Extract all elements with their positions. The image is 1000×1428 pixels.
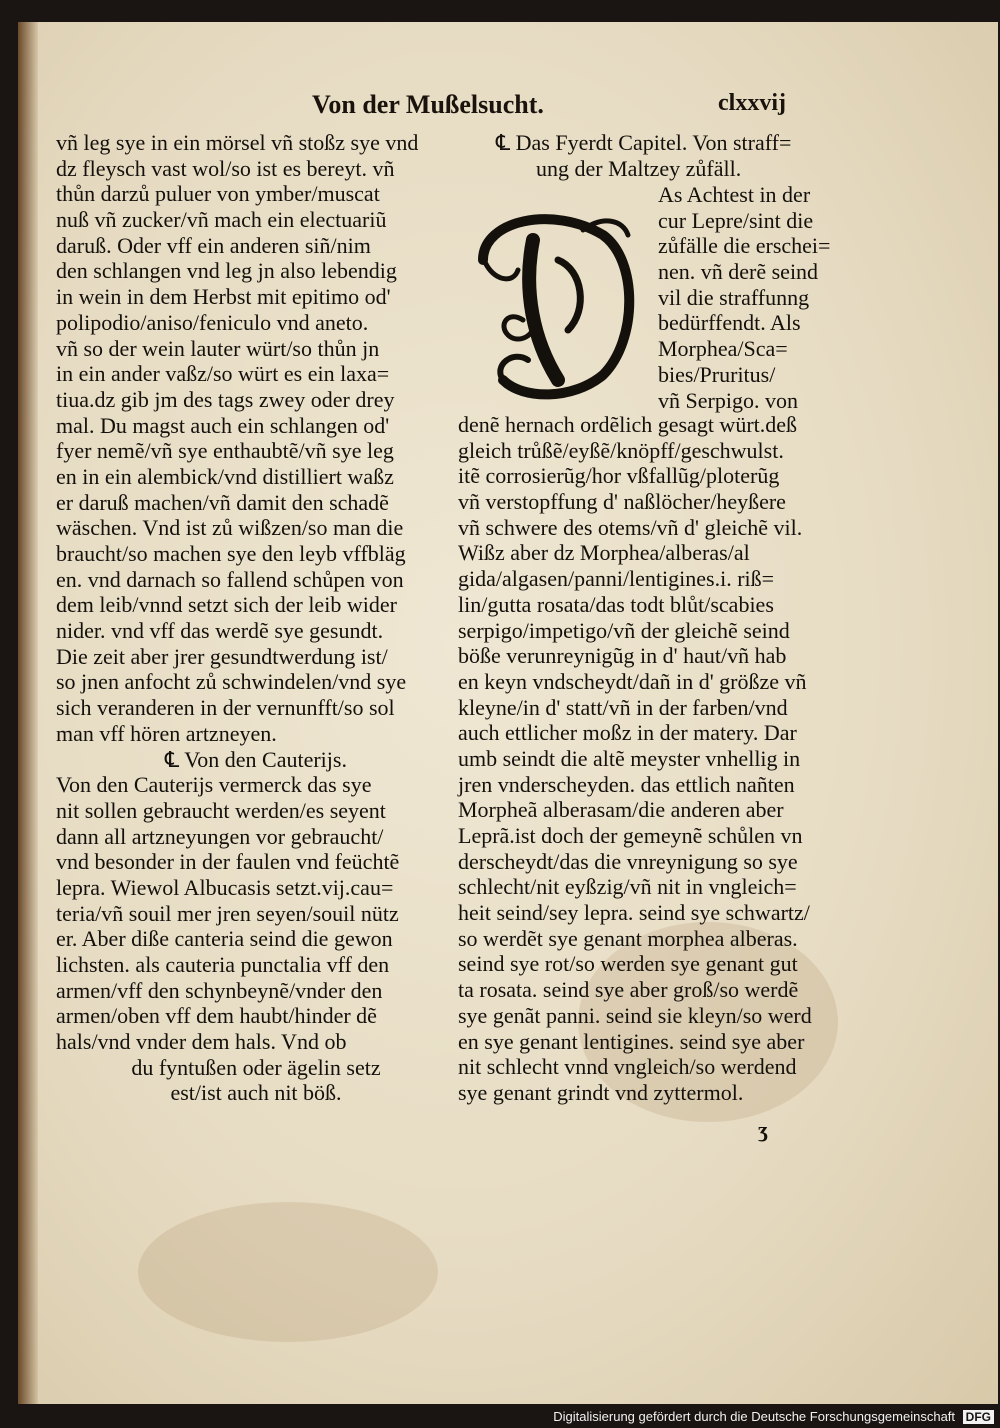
text-line: nen. vñ derẽ seind [658,259,819,285]
text-line: schlecht/nit eyßzig/vñ nit in vngleich= [458,874,797,900]
text-line: bedürffendt. Als [658,310,801,336]
text-line: cur Lepre/sint die [658,207,814,233]
text-line: böße verunreynigũg in d' haut/vñ hab [458,643,787,669]
text-line: sye genãt panni. seind sie kleyn/so werd [458,1002,812,1028]
text-line: dem leib/vnnd setzt sich der leib wider [56,592,397,618]
text-line: est/ist auch nit böß. [170,1080,342,1106]
text-line: lichsten. als cauteria punctalia vff den [56,952,390,977]
text-line: Die zeit aber jrer gesundtwerdung ist/ [56,643,388,669]
text-line: Von den Cauterijs vermerck das sye [56,772,372,798]
chapter-heading-line: ung der Maltzey zůfäll. [536,155,742,181]
text-line: As Achtest in der [658,182,811,207]
text-line: hals/vnd vnder dem hals. Vnd ob [56,1029,347,1055]
text-beside-initial [658,182,858,413]
text-line: daruß. Oder vff ein anderen siñ/nim [56,232,371,258]
text-line: vñ Serpigo. von [658,387,798,413]
text-line: armen/vff den schynbeynẽ/vnder den [56,977,383,1003]
dfg-logo: DFG [963,1410,994,1424]
text-line: fyer nemẽ/vñ sye enthaubtẽ/vñ sye leg [56,438,394,464]
catchword: ʒ [758,1117,769,1142]
text-line: heit seind/sey lepra. seind sye schwartz/ [458,900,810,926]
text-line: en in ein alembick/vnd distilliert waßz [56,463,394,489]
text-line: Wißz aber dz Morphea/alberas/al [458,540,750,566]
text-line: en keyn vndscheydt/dañ in d' größze vñ [458,668,807,694]
text-line: sich veranderen in der vernunfft/so sol [56,695,395,721]
text-line: zůfälle die erschei= [658,233,831,259]
left-column [56,130,456,1106]
text-line: wäschen. Vnd ist zů wißzen/so man die [56,515,404,541]
paper-stain [138,1202,438,1342]
text-line: vñ leg sye in ein mörsel vñ stoßz sye vnd [56,130,419,155]
text-line: teria/vñ souil mer jren seyen/souil nütz [56,900,399,926]
text-line: du fyntußen oder ägelin setz [131,1054,381,1080]
text-line: er daruß machen/vñ damit den schadẽ [56,489,389,515]
text-line: mal. Du magst auch ein schlangen od' [56,412,390,438]
text-line: gleich trůßẽ/eyßẽ/knöpff/geschwulst. [458,437,784,463]
text-line: armen/oben vff dem haubt/hinder dẽ [56,1003,377,1029]
page-edge-shadow [18,22,38,1404]
text-line: itẽ corrosierũg/hor vßfallũg/ploterũg [458,463,780,489]
digitization-credit [553,1409,994,1424]
text-line: polipodio/aniso/feniculo vnd aneto. [56,309,369,335]
folio-number: clxxvij [718,90,786,116]
text-line: in wein in dem Herbst mit epitimo od' [56,284,391,310]
text-line: bies/Pruritus/ [658,361,776,387]
text-line: en sye genant lentigines. seind sye aber [458,1028,805,1054]
text-line: braucht/so machen sye den leyb vffbläg [56,541,406,566]
text-line: en. vnd darnach so fallend schůpen von [56,566,404,592]
text-line: umb seindt die altẽ meyster vnhellig in [458,745,801,771]
chapter-heading [496,130,836,181]
text-line: lin/gutta rosata/das todt blůt/scabies [458,591,774,617]
text-line: dz fleysch vast wol/so ist es bereyt. vñ [56,155,395,181]
text-line: gida/algasen/panni/lentigines.i. riß= [458,566,775,592]
text-line: tiua.dz gib jm des tags zwey oder drey [56,386,395,412]
text-line: man vff hören artzneyen. [56,720,277,746]
text-line: er. Aber diße canteria seind die gewon [56,926,393,952]
text-line: vñ so der wein lauter würt/so thůn jn [56,335,380,361]
text-line: nit sollen gebraucht werden/es seyent [56,797,386,823]
text-line: Morphea/Sca= [658,336,788,362]
text-line: kleyne/in d' statt/vñ in der farben/vnd [458,694,788,720]
text-line: in ein ander vaßz/so würt es ein laxa= [56,361,390,387]
text-line: nuß vñ zucker/vñ mach ein electuariũ [56,207,387,233]
text-line: vñ schwere des otems/vñ d' gleichẽ vil. [458,514,803,540]
text-line: nit schlecht vnnd vngleich/so werdend [458,1054,797,1080]
book-page [18,22,998,1404]
text-line: vñ verstopffung d' naßlöcher/heyßere [458,489,786,515]
section-heading: ℄ Von den Cauterijs. [165,746,347,772]
decorated-initial [463,200,648,405]
credit-text: Digitalisierung gefördert durch die Deutsche Forschungsgemeinschaft [553,1409,956,1424]
text-line: so werdẽt sye genant morphea alberas. [458,925,798,951]
text-line: Morpheã alberasam/die anderen aber [458,797,784,823]
text-line: Leprã.ist doch der gemeynẽ schůlen vn [458,823,803,848]
text-line: sye genant grindt vnd zyttermol. [458,1079,744,1105]
text-line: so jnen anfocht zů schwindelen/vnd sye [56,669,407,695]
text-line: vnd besonder in der faulen vnd feüchtẽ [56,849,400,875]
text-line: lepra. Wiewol Albucasis setzt.vij.cau= [56,874,394,900]
text-line: serpigo/impetigo/vñ der gleichẽ seind [458,617,790,643]
text-line: vil die straffunng [658,284,810,310]
text-line: thůn darzů puluer von ymber/muscat [56,181,380,207]
text-line: ta rosata. seind sye aber groß/so werdẽ [458,977,799,1003]
text-line: denẽ hernach ordẽlich gesagt würt.deß [458,412,798,437]
chapter-heading-line: ℄ Das Fyerdt Capitel. Von straff= [496,130,792,155]
text-line: derscheydt/das die vnreynigung so sye [458,848,798,874]
text-line: seind sye rot/so werden sye genant gut [458,951,798,977]
right-column [458,412,858,1106]
running-title: Von der Mußelsucht. [312,90,544,119]
text-line: auch ettlicher moßz in der matery. Dar [458,720,797,746]
text-line: jren vnderscheyden. das ettlich nañten [458,771,795,797]
text-line: nider. vnd vff das werdẽ sye gesundt. [56,618,384,644]
text-line: dann all artzneyungen vor gebraucht/ [56,823,384,849]
text-line: den schlangen vnd leg jn also lebendig [56,258,397,284]
